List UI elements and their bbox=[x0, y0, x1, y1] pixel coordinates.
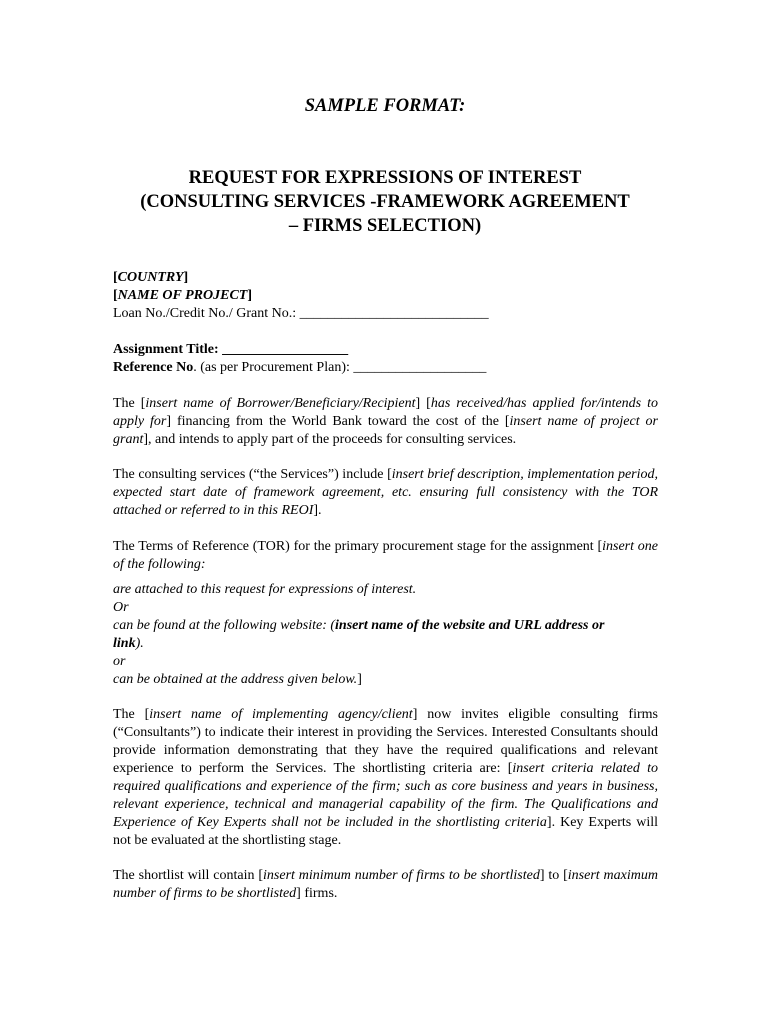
or-separator-1: Or bbox=[113, 600, 129, 615]
assignment-block bbox=[113, 341, 658, 377]
or-separator-2: or bbox=[113, 654, 126, 669]
title-line-1: REQUEST FOR EXPRESSIONS OF INTEREST bbox=[188, 168, 582, 188]
option-website-cont: link). bbox=[113, 636, 144, 651]
option-website: can be found at the following website: (insert name of the website and URL address or bbox=[113, 618, 605, 633]
document-title bbox=[0, 166, 770, 238]
reference-number-field: Reference No. (as per Procurement Plan): ___________________ bbox=[113, 360, 487, 375]
project-name-field: [NAME OF PROJECT] bbox=[113, 288, 253, 303]
header-fields bbox=[113, 269, 658, 323]
country-field: [COUNTRY] bbox=[113, 270, 189, 285]
option-attached: are attached to this request for expressions of interest. bbox=[113, 582, 417, 597]
option-address: can be obtained at the address given below.] bbox=[113, 672, 362, 687]
tor-options bbox=[113, 581, 658, 689]
invitation-paragraph: The [insert name of implementing agency/client] now invites eligible consulting firms (“Consultants”) to indicate their interest in providing the Services. Interested Consultants should provide information demonstrating that they have the required qualifications and relevant experience to perform the Services. The shortlisting criteria are: [insert criteria related to required qualifications and experience of the firm; such as core business and years in business, relevant experience, technical and managerial capability of the firm. The Qualifications and Experience of Key Experts shall not be included in the shortlisting criteria]. Key Experts will not be evaluated at the shortlisting stage. bbox=[113, 707, 658, 848]
tor-paragraph: The Terms of Reference (TOR) for the primary procurement stage for the assignment [insert one of the following: bbox=[113, 539, 658, 572]
loan-number-field: Loan No./Credit No./ Grant No.: ___________________________ bbox=[113, 306, 489, 321]
title-line-3: – FIRMS SELECTION) bbox=[288, 216, 482, 236]
title-line-2: (CONSULTING SERVICES -FRAMEWORK AGREEMENT bbox=[140, 192, 630, 212]
shortlist-paragraph: The shortlist will contain [insert minimum number of firms to be shortlisted] to [insert maximum number of firms to be shortlisted] firms. bbox=[113, 868, 658, 901]
services-paragraph: The consulting services (“the Services”) include [insert brief description, implementation period, expected start date of framework agreement, etc. ensuring full consistency with the TOR attached or referred to in this REOI]. bbox=[113, 467, 658, 518]
financing-paragraph: The [insert name of Borrower/Beneficiary/Recipient] [has received/has applied for/intends to apply for] financing from the World Bank toward the cost of the [insert name of project or grant], and intends to apply part of the proceeds for consulting services. bbox=[113, 396, 658, 447]
sample-format-heading: SAMPLE FORMAT: bbox=[304, 96, 466, 116]
assignment-title-field: Assignment Title: __________________ bbox=[113, 342, 349, 357]
